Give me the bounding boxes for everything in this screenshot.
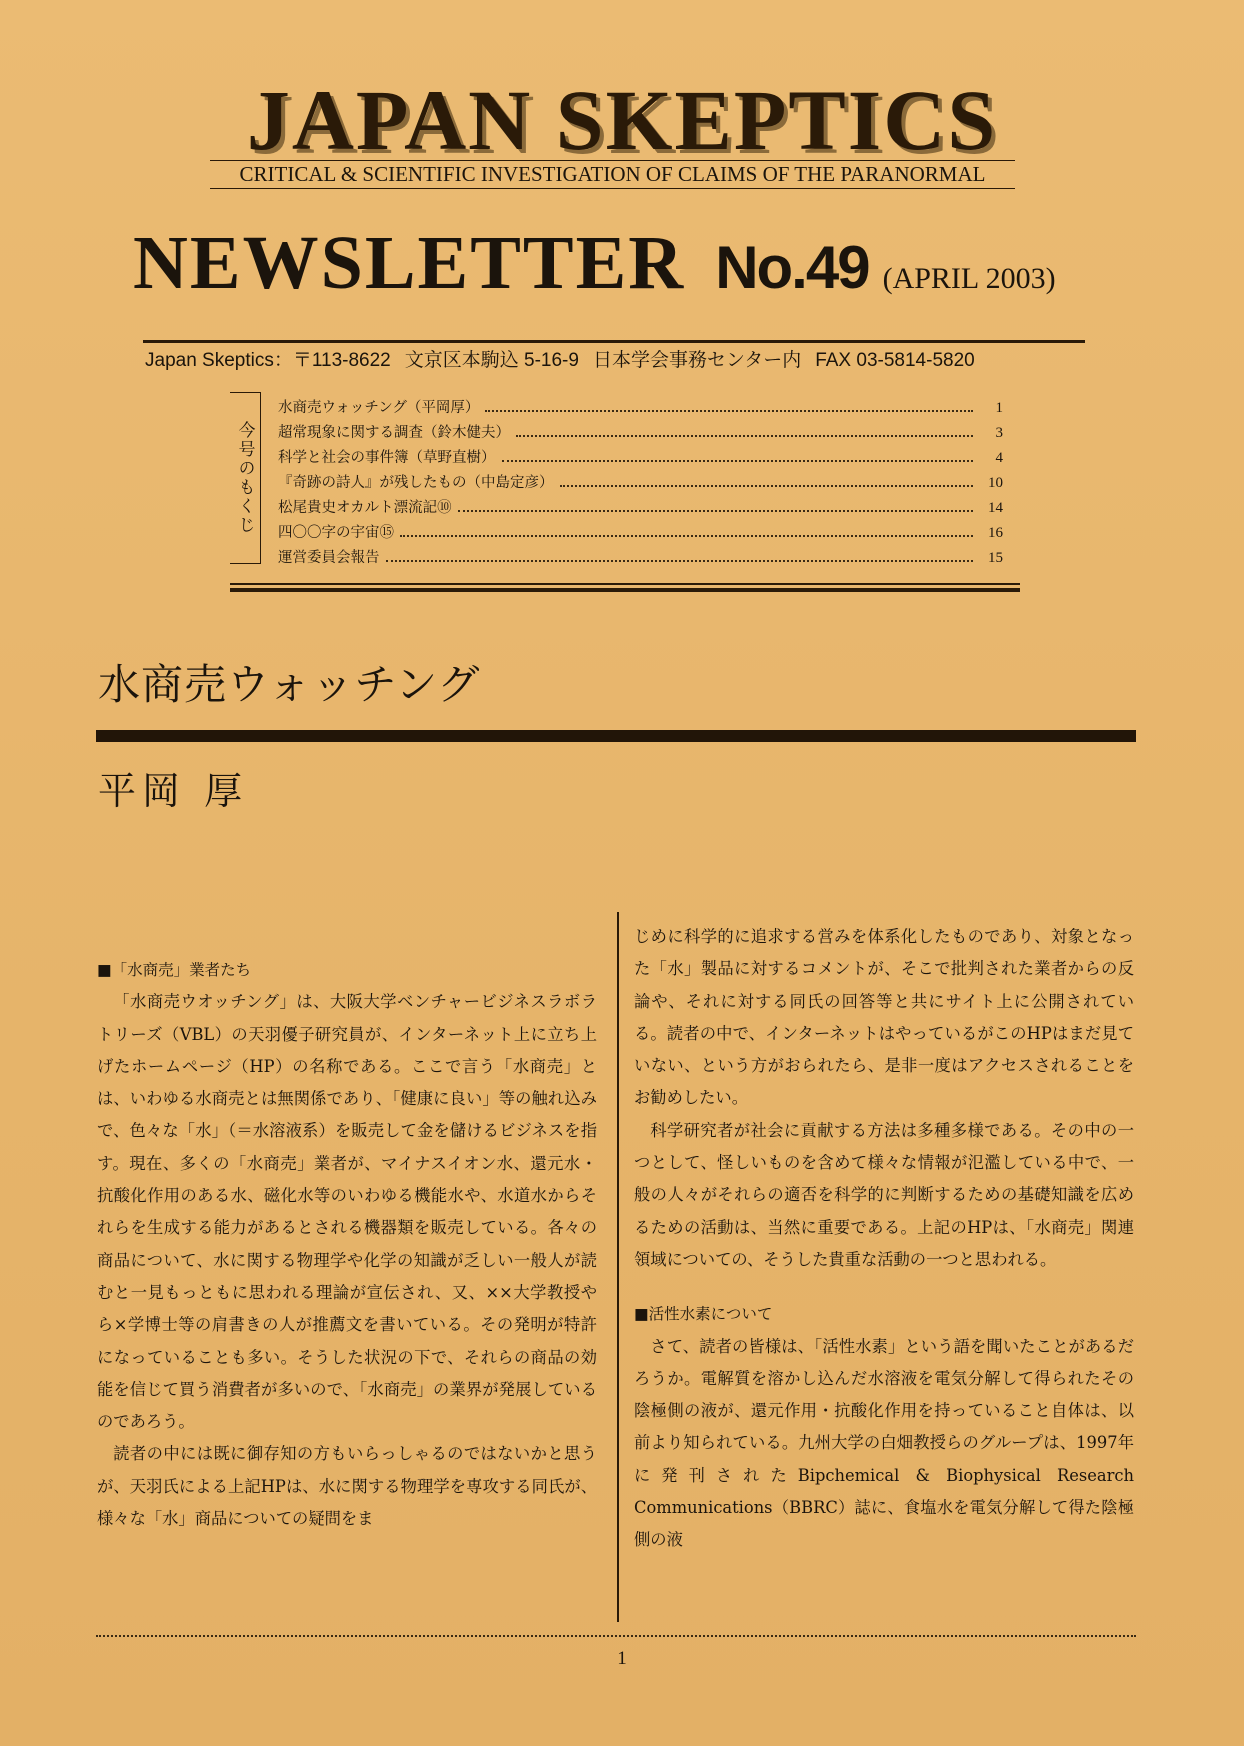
masthead-title: JAPAN SKEPTICS bbox=[246, 72, 998, 168]
left-column bbox=[97, 954, 597, 1535]
address-street: 文京区本駒込 5-16-9 bbox=[404, 350, 579, 371]
toc-leader-dots bbox=[502, 460, 974, 462]
toc-item-page: 14 bbox=[988, 500, 1003, 516]
page-number: 1 bbox=[617, 1648, 627, 1669]
body-paragraph: 「水商売ウオッチング」は、大阪大学ベンチャービジネスラボラトリーズ（VBL）の天羽優子研究員が、インターネット上に立ち上げたホームページ（HP）の名称である。ここで言う「水商売」とは、いわゆる水商売とは無関係であり、「健康に良い」等の触れ込みで、色々な「水」（＝水溶液系）を販売して金を儲けるビジネスを指す。現在、多くの「水商売」業者が、マイナスイオン水、還元水・抗酸化作用のある水、磁化水等のいわゆる機能水や、水道水からそれらを生成する能力があるとされる機器類を販売している。各々の商品について、水に関する物理学や化学の知識が乏しい一般人が読むと一見もっともに思われる理論が宣伝され、又、××大学教授やら×学博士等の肩書きの人が推薦文を書いている。その発明が特許になっていることも多い。そうした状況の下で、それらの商品の効能を信じて買う消費者が多いので、「水商売」の業界が発展しているのであろう。 bbox=[97, 992, 597, 1432]
issue-number: No.49 bbox=[715, 234, 869, 301]
toc-item bbox=[278, 492, 1003, 517]
toc-item-page: 16 bbox=[988, 525, 1003, 541]
toc-item-title: 松尾貴史オカルト漂流記⑩ bbox=[278, 500, 452, 516]
toc-leader-dots bbox=[386, 560, 974, 562]
toc-item-title: 運営委員会報告 bbox=[278, 550, 380, 566]
address-fax: FAX 03-5814-5820 bbox=[815, 350, 975, 371]
article-title: 水商売ウォッチング bbox=[98, 660, 481, 709]
toc-item bbox=[278, 442, 1003, 467]
issue-date: (APRIL 2003) bbox=[882, 262, 1056, 295]
right-column bbox=[634, 921, 1134, 1557]
toc-item-page: 10 bbox=[988, 475, 1003, 491]
toc-item bbox=[278, 467, 1003, 492]
toc-item-page: 1 bbox=[995, 400, 1003, 416]
article-author: 平岡 厚 bbox=[98, 769, 249, 813]
toc-leader-dots bbox=[485, 410, 973, 412]
section-spacer bbox=[634, 1276, 1134, 1298]
contact-address bbox=[145, 345, 989, 372]
toc-item-title: 水商売ウォッチング（平岡厚） bbox=[278, 400, 480, 416]
toc-item-page: 3 bbox=[995, 425, 1003, 441]
section-heading: ■「水商売」業者たち bbox=[97, 961, 252, 979]
body-paragraph: 科学研究者が社会に貢献する方法は多種多様である。その中の一つとして、怪しいものを含めて様々な情報が氾濫している中で、一般の人々がそれらの適否を科学的に判断するための基礎知識を広めるための活動は、当然に重要である。上記のHPは、「水商売」関連領域についての、そうした貴重な活動の一つと思われる。 bbox=[634, 1120, 1134, 1269]
newsletter-label: NEWSLETTER bbox=[133, 221, 686, 305]
section-heading: ■活性水素について bbox=[634, 1305, 773, 1324]
newsletter-heading bbox=[133, 220, 1056, 307]
toc-item bbox=[278, 517, 1003, 542]
toc-divider-thin bbox=[230, 583, 1020, 585]
title-bar bbox=[96, 730, 1136, 742]
toc-item bbox=[278, 542, 1003, 567]
header-divider bbox=[143, 340, 1085, 343]
address-org: Japan Skeptics：〒113-8622 bbox=[145, 350, 391, 371]
address-center: 日本学会事務センター内 bbox=[592, 350, 802, 371]
toc-item-page: 15 bbox=[988, 550, 1003, 566]
toc-item-title: 超常現象に関する調査（鈴木健夫） bbox=[278, 425, 510, 441]
toc-item-title: 科学と社会の事件簿（草野直樹） bbox=[278, 450, 496, 466]
toc-item-title: 『奇跡の詩人』が残したもの（中島定彦） bbox=[278, 475, 554, 491]
toc-leader-dots bbox=[458, 510, 973, 512]
toc-leader-dots bbox=[560, 485, 974, 487]
table-of-contents bbox=[230, 392, 1003, 566]
toc-leader-dots bbox=[516, 435, 973, 437]
toc-item bbox=[278, 392, 1003, 417]
toc-list bbox=[278, 392, 1003, 567]
body-paragraph: じめに科学的に追求する営みを体系化したものであり、対象となった「水」製品に対するコメントが、そこで批判された業者からの反論や、それに対する同氏の回答等と共にサイト上に公開されている。読者の中で、インターネットはやっているがこのHPはまだ見ていない、という方がおられたら、是非一度はアクセスされることをお勧めしたい。 bbox=[634, 927, 1134, 1108]
toc-item-page: 4 bbox=[995, 450, 1003, 466]
toc-divider-thick bbox=[230, 588, 1020, 592]
column-divider bbox=[617, 912, 619, 1622]
toc-leader-dots bbox=[400, 535, 973, 537]
toc-item bbox=[278, 417, 1003, 442]
toc-item-title: 四〇〇字の宇宙⑮ bbox=[278, 525, 394, 541]
footer-divider bbox=[96, 1635, 1136, 1637]
masthead-subtitle: CRITICAL & SCIENTIFIC INVESTIGATION OF CLAIMS OF THE PARANORMAL bbox=[210, 160, 1015, 189]
toc-label: 今号のもくじ bbox=[230, 392, 261, 564]
body-paragraph: 読者の中には既に御存知の方もいらっしゃるのではないかと思うが、天羽氏による上記HPは、水に関する物理学を専攻する同氏が、様々な「水」商品についての疑問をま bbox=[97, 1444, 597, 1529]
body-paragraph: さて、読者の皆様は、「活性水素」という語を聞いたことがあるだろうか。電解質を溶かし込んだ水溶液を電気分解して得られたその陰極側の液が、還元作用・抗酸化作用を持っていること自体は、以前より知られている。九州大学の白畑教授らのグループは、1997年に発刊されたBipchemical & Biophysical Research Communications（BBRC）誌に、食塩水を電気分解して得た陰極側の液 bbox=[634, 1336, 1134, 1550]
